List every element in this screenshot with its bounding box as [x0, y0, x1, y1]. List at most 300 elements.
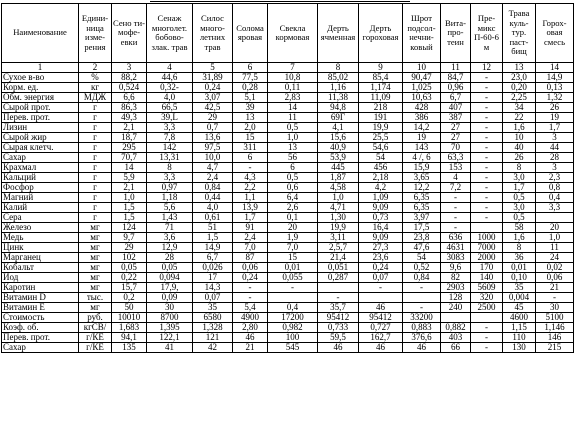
- table-cell: -: [471, 133, 503, 143]
- table-cell: 54: [359, 153, 403, 163]
- table-cell: -: [471, 93, 503, 103]
- row-unit: г: [79, 123, 112, 133]
- table-cell: 2,1: [112, 183, 147, 193]
- table-cell: 403: [441, 333, 471, 343]
- table-cell: 0,05: [112, 263, 147, 273]
- row-name: Железо: [2, 223, 79, 233]
- column-number: 2: [79, 63, 112, 73]
- table-cell: 11,38: [318, 93, 359, 103]
- table-cell: 3,0: [503, 173, 536, 183]
- table-cell: 56: [268, 153, 318, 163]
- table-cell: 1,7: [233, 213, 268, 223]
- table-cell: -: [233, 283, 268, 293]
- table-row: [2, 323, 574, 333]
- row-name: Медь: [2, 233, 79, 243]
- row-unit: г: [79, 203, 112, 213]
- table-cell: 15: [233, 133, 268, 143]
- column-number: 11: [441, 63, 471, 73]
- table-cell: 30: [147, 303, 193, 313]
- table-row: [2, 83, 574, 93]
- column-number: 8: [318, 63, 359, 73]
- table-cell: 86,3: [112, 103, 147, 113]
- table-cell: 0,61: [193, 213, 233, 223]
- table-cell: 1,6: [503, 123, 536, 133]
- table-cell: 1,0: [268, 133, 318, 143]
- table-cell: 545: [268, 343, 318, 353]
- table-cell: 0,24: [233, 273, 268, 283]
- row-unit: г: [79, 153, 112, 163]
- table-cell: 1,32: [536, 93, 574, 103]
- column-number: 1: [2, 63, 79, 73]
- table-cell: 0,10: [503, 273, 536, 283]
- table-cell: 135: [112, 343, 147, 353]
- table-cell: 9,6: [441, 263, 471, 273]
- table-cell: 70,7: [112, 153, 147, 163]
- table-cell: 66,5: [147, 103, 193, 113]
- table-cell: 124: [112, 223, 147, 233]
- table-cell: 46: [233, 333, 268, 343]
- table-cell: -: [471, 203, 503, 213]
- row-unit: мг: [79, 273, 112, 283]
- table-cell: 0,6: [268, 183, 318, 193]
- table-cell: 15,6: [318, 133, 359, 143]
- row-name: Кальций: [2, 173, 79, 183]
- table-cell: [471, 313, 503, 323]
- table-cell: 29: [193, 113, 233, 123]
- table-cell: 19: [403, 133, 441, 143]
- table-cell: 2,5,7: [318, 243, 359, 253]
- row-name: Корм. ед.: [2, 83, 79, 93]
- table-cell: 4,0: [147, 93, 193, 103]
- table-cell: 25,5: [359, 133, 403, 143]
- table-row: [2, 243, 574, 253]
- table-cell: 142: [147, 143, 193, 153]
- table-cell: 0,24: [359, 263, 403, 273]
- table-cell: 6,6: [112, 93, 147, 103]
- table-cell: 21: [536, 283, 574, 293]
- table-cell: 23,8: [403, 233, 441, 243]
- table-cell: 47,6: [403, 243, 441, 253]
- table-cell: 8: [503, 243, 536, 253]
- row-unit: г: [79, 133, 112, 143]
- table-cell: 22: [503, 113, 536, 123]
- table-cell: 4 /, 6: [403, 153, 441, 163]
- row-name: Калий: [2, 203, 79, 213]
- row-name: Цинк: [2, 243, 79, 253]
- table-cell: 1,5: [112, 203, 147, 213]
- table-cell: 4,0: [193, 203, 233, 213]
- table-cell: 10: [503, 133, 536, 143]
- row-name: Лизин: [2, 123, 79, 133]
- table-cell: 11,09: [359, 93, 403, 103]
- table-cell: 71: [147, 223, 193, 233]
- table-cell: 85,02: [318, 73, 359, 83]
- row-name: Марганец: [2, 253, 79, 263]
- table-cell: 0,727: [359, 323, 403, 333]
- table-cell: 41: [147, 343, 193, 353]
- table-cell: 407: [441, 103, 471, 113]
- table-cell: 0,5: [503, 213, 536, 223]
- table-cell: 46: [403, 343, 441, 353]
- table-cell: 70: [441, 143, 471, 153]
- table-cell: [359, 293, 403, 303]
- row-unit: мг: [79, 253, 112, 263]
- table-row: [2, 213, 574, 223]
- row-unit: мг: [79, 263, 112, 273]
- table-cell: 4: [441, 173, 471, 183]
- row-name: Витамин D: [2, 293, 79, 303]
- table-cell: 218: [359, 103, 403, 113]
- table-cell: 14: [268, 103, 318, 113]
- column-header: Едининица измерения: [79, 4, 112, 63]
- table-cell: 87: [233, 253, 268, 263]
- table-row: [2, 173, 574, 183]
- row-unit: мг: [79, 233, 112, 243]
- table-cell: 2,4: [193, 173, 233, 183]
- table-cell: -: [536, 293, 574, 303]
- row-unit: г: [79, 213, 112, 223]
- table-cell: 1,146: [536, 323, 574, 333]
- table-cell: 1,15: [503, 323, 536, 333]
- table-cell: 17200: [268, 313, 318, 323]
- table-cell: 1,16: [318, 83, 359, 93]
- table-cell: 7,0: [233, 243, 268, 253]
- table-cell: 1,09: [359, 193, 403, 203]
- table-cell: -: [403, 283, 441, 293]
- table-cell: 2,3: [536, 173, 574, 183]
- table-cell: 1,174: [359, 83, 403, 93]
- table-cell: 122,1: [147, 333, 193, 343]
- row-name: Магний: [2, 193, 79, 203]
- table-cell: -: [233, 293, 268, 303]
- table-cell: -: [471, 323, 503, 333]
- table-cell: 66: [441, 343, 471, 353]
- table-cell: -: [441, 213, 471, 223]
- table-cell: 6,35: [403, 203, 441, 213]
- table-cell: 0,004: [503, 293, 536, 303]
- table-cell: 0,055: [268, 273, 318, 283]
- table-cell: 5,4: [233, 303, 268, 313]
- table-cell: -: [471, 103, 503, 113]
- table-cell: 0,01: [268, 263, 318, 273]
- table-cell: 3,3: [147, 173, 193, 183]
- column-number: 10: [403, 63, 441, 73]
- row-unit: кг: [79, 83, 112, 93]
- row-name: Перев. прот.: [2, 113, 79, 123]
- row-name: Сухое в-во: [2, 73, 79, 83]
- row-unit: мг: [79, 223, 112, 233]
- table-cell: 6,4: [268, 193, 318, 203]
- row-name: Сахар: [2, 153, 79, 163]
- table-cell: 91: [233, 223, 268, 233]
- table-cell: 0,8: [536, 183, 574, 193]
- table-cell: 4,7: [193, 163, 233, 173]
- table-cell: 0,1: [268, 213, 318, 223]
- table-row: [2, 133, 574, 143]
- table-cell: 7000: [471, 243, 503, 253]
- table-cell: 0,52: [403, 263, 441, 273]
- table-cell: 42,5: [193, 103, 233, 113]
- column-header: Сено тимофеевки: [112, 4, 147, 63]
- column-header: Гороховая смесь: [536, 4, 574, 63]
- table-header: [2, 4, 574, 63]
- table-cell: 5,6: [147, 203, 193, 213]
- table-cell: 3,6: [147, 233, 193, 243]
- table-cell: 39,L: [147, 113, 193, 123]
- table-cell: 6: [233, 153, 268, 163]
- table-cell: 9,7: [112, 233, 147, 243]
- row-unit: %: [79, 73, 112, 83]
- table-cell: 59,5: [318, 333, 359, 343]
- table-cell: -: [318, 293, 359, 303]
- table-row: [2, 253, 574, 263]
- table-cell: 51: [193, 223, 233, 233]
- table-cell: 77,5: [233, 73, 268, 83]
- table-cell: 0,97: [147, 183, 193, 193]
- table-cell: 9,09: [359, 233, 403, 243]
- table-cell: 456: [359, 163, 403, 173]
- table-cell: 1,5: [112, 213, 147, 223]
- table-cell: 3,65: [403, 173, 441, 183]
- table-cell: 97,5: [193, 143, 233, 153]
- table-row: [2, 293, 574, 303]
- table-cell: 215: [536, 343, 574, 353]
- column-number: 7: [268, 63, 318, 73]
- table-row: [2, 163, 574, 173]
- table-cell: 0,882: [441, 323, 471, 333]
- table-cell: 146: [536, 333, 574, 343]
- table-cell: 88,2: [112, 73, 147, 83]
- table-cell: 13: [233, 113, 268, 123]
- table-cell: 27: [441, 133, 471, 143]
- table-cell: 0,44: [193, 193, 233, 203]
- table-cell: 6,7: [441, 93, 471, 103]
- table-cell: 140: [471, 273, 503, 283]
- table-row: [2, 263, 574, 273]
- row-name: Витамин Е: [2, 303, 79, 313]
- row-name: Сырой прот.: [2, 103, 79, 113]
- table-cell: -: [441, 223, 471, 233]
- table-cell: 12,9: [147, 243, 193, 253]
- table-row: [2, 313, 574, 323]
- table-cell: -: [471, 173, 503, 183]
- table-cell: [403, 293, 441, 303]
- table-cell: 82: [441, 273, 471, 283]
- table-cell: 1,5: [193, 233, 233, 243]
- table-cell: 2,4: [233, 233, 268, 243]
- table-cell: -: [471, 333, 503, 343]
- table-cell: 14,2: [403, 123, 441, 133]
- table-cell: 170: [471, 263, 503, 273]
- table-cell: 3,97: [403, 213, 441, 223]
- table-cell: -: [268, 283, 318, 293]
- table-cell: -: [471, 183, 503, 193]
- row-name: Сырой жир: [2, 133, 79, 143]
- row-name: Стоимость: [2, 313, 79, 323]
- table-cell: 102: [112, 253, 147, 263]
- table-cell: 376,6: [403, 333, 441, 343]
- table-cell: 6: [268, 163, 318, 173]
- table-row: [2, 73, 574, 83]
- row-name: Фосфор: [2, 183, 79, 193]
- table-cell: 3: [536, 163, 574, 173]
- table-cell: 13: [268, 143, 318, 153]
- table-cell: 0,24: [193, 83, 233, 93]
- table-cell: 84,7: [441, 73, 471, 83]
- row-name: Перев. прот.: [2, 333, 79, 343]
- table-cell: 49,3: [112, 113, 147, 123]
- table-cell: 0,2: [112, 293, 147, 303]
- table-cell: 46: [359, 343, 403, 353]
- table-cell: 14,3: [193, 283, 233, 293]
- table-cell: 13,31: [147, 153, 193, 163]
- table-cell: 1,025: [403, 83, 441, 93]
- table-row: [2, 153, 574, 163]
- table-cell: 30: [536, 303, 574, 313]
- table-cell: -: [441, 193, 471, 203]
- table-cell: 23,6: [359, 253, 403, 263]
- table-cell: 35,7: [318, 303, 359, 313]
- row-unit: МДЖ: [79, 93, 112, 103]
- table-cell: 100: [268, 333, 318, 343]
- column-header: Силос многолетних трав: [193, 4, 233, 63]
- table-row: [2, 143, 574, 153]
- table-cell: 0,07: [193, 293, 233, 303]
- row-unit: г: [79, 193, 112, 203]
- table-cell: 0,32-: [147, 83, 193, 93]
- table-cell: 4,1: [318, 123, 359, 133]
- table-cell: 4900: [233, 313, 268, 323]
- table-cell: 1,9: [268, 233, 318, 243]
- table-cell: 5100: [536, 313, 574, 323]
- row-unit: г/КЕ: [79, 343, 112, 353]
- table-cell: 191: [359, 113, 403, 123]
- table-cell: 14,9: [536, 73, 574, 83]
- table-row: [2, 283, 574, 293]
- table-row: [2, 123, 574, 133]
- table-cell: [536, 213, 574, 223]
- table-cell: 0,28: [233, 83, 268, 93]
- table-cell: 20: [536, 223, 574, 233]
- table-cell: 0,5: [268, 173, 318, 183]
- table-cell: 0,7: [193, 123, 233, 133]
- table-cell: 0,09: [147, 293, 193, 303]
- table-cell: 10010: [112, 313, 147, 323]
- table-cell: 2,18: [359, 173, 403, 183]
- table-cell: 0,5: [268, 123, 318, 133]
- column-number: 12: [471, 63, 503, 73]
- table-row: [2, 113, 574, 123]
- column-header: Премикс П-60-6 м: [471, 4, 503, 63]
- table-cell: 23,0: [503, 73, 536, 83]
- row-name: Иод: [2, 273, 79, 283]
- table-row: [2, 333, 574, 343]
- table-cell: 143: [403, 143, 441, 153]
- table-cell: 15,7: [112, 283, 147, 293]
- column-number: 4: [147, 63, 193, 73]
- table-cell: 153: [441, 163, 471, 173]
- table-cell: 0,07: [359, 273, 403, 283]
- table-cell: 12,2: [403, 183, 441, 193]
- table-cell: 1,0: [112, 193, 147, 203]
- table-cell: 1000: [471, 233, 503, 243]
- column-header: Наименование: [2, 4, 79, 63]
- table-cell: 6,7: [193, 253, 233, 263]
- table-body: [2, 63, 574, 353]
- table-cell: 6,35: [403, 193, 441, 203]
- table-cell: 95412: [318, 313, 359, 323]
- table-cell: 10,8: [268, 73, 318, 83]
- row-unit: г: [79, 163, 112, 173]
- table-cell: 17,5: [403, 223, 441, 233]
- table-cell: 0,73: [359, 213, 403, 223]
- table-cell: 2,6: [268, 203, 318, 213]
- table-cell: 34: [503, 103, 536, 113]
- table-cell: 295: [112, 143, 147, 153]
- table-cell: 0,051: [318, 263, 359, 273]
- column-header: Сенаж многолет. бобово-злак. трав: [147, 4, 193, 63]
- table-row: [2, 223, 574, 233]
- table-cell: 1,6: [503, 233, 536, 243]
- table-cell: 69Г: [318, 113, 359, 123]
- table-cell: 2500: [471, 303, 503, 313]
- table-cell: 53,9: [318, 153, 359, 163]
- table-cell: 0,883: [403, 323, 441, 333]
- table-cell: 94,8: [318, 103, 359, 113]
- table-cell: 387: [441, 113, 471, 123]
- table-cell: 2,0: [233, 123, 268, 133]
- table-cell: -: [403, 303, 441, 313]
- table-cell: 0,026: [193, 263, 233, 273]
- row-name: Коэф. об.: [2, 323, 79, 333]
- table-cell: 15,9: [403, 163, 441, 173]
- table-cell: 3,3: [147, 123, 193, 133]
- table-cell: 1,7: [536, 123, 574, 133]
- table-cell: 110: [503, 333, 536, 343]
- table-cell: 13,9: [233, 203, 268, 213]
- table-cell: 20: [268, 223, 318, 233]
- table-cell: 8: [503, 163, 536, 173]
- table-cell: 29: [112, 243, 147, 253]
- table-cell: 16,4: [359, 223, 403, 233]
- table-cell: 2,1: [112, 123, 147, 133]
- table-cell: 6580: [193, 313, 233, 323]
- table-cell: 4,2: [359, 183, 403, 193]
- column-header: Витапротеин: [441, 4, 471, 63]
- row-name: Крахмал: [2, 163, 79, 173]
- column-header: Свекла кормовая: [268, 4, 318, 63]
- table-cell: 2,25: [503, 93, 536, 103]
- table-cell: 1,1: [233, 193, 268, 203]
- table-cell: 4,58: [318, 183, 359, 193]
- table-cell: 2000: [471, 253, 503, 263]
- table-cell: 1,395: [147, 323, 193, 333]
- table-cell: 320: [471, 293, 503, 303]
- table-cell: -: [359, 283, 403, 293]
- table-cell: 15: [268, 253, 318, 263]
- table-cell: 0,4: [268, 303, 318, 313]
- table-cell: 0,5: [503, 193, 536, 203]
- table-cell: 1,683: [112, 323, 147, 333]
- table-cell: 17: [193, 273, 233, 283]
- table-cell: 13,6: [193, 133, 233, 143]
- row-name: Каротин: [2, 283, 79, 293]
- column-number: 9: [359, 63, 403, 73]
- table-row: [2, 303, 574, 313]
- table-cell: 311: [233, 143, 268, 153]
- header-row: [2, 4, 574, 63]
- table-cell: -: [471, 153, 503, 163]
